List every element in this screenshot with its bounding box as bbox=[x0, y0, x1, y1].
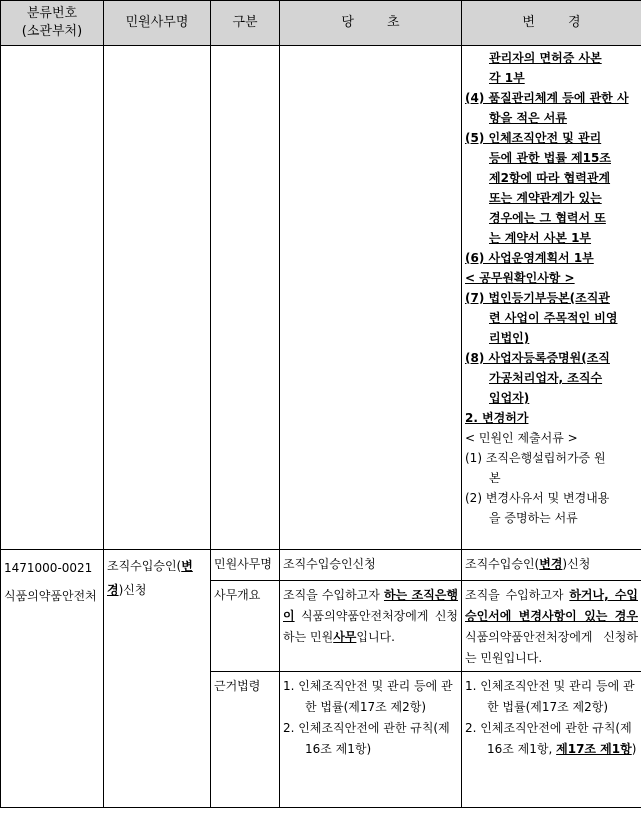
continuation-line: 관리자의 면허증 사본 bbox=[489, 51, 602, 65]
service-name-after: 조직수입승인(변경)신청 bbox=[462, 550, 641, 581]
label-law: 근거법령 bbox=[211, 672, 280, 808]
label-service-name: 민원사무명 bbox=[211, 550, 280, 581]
continuation-line: 가공처리업자, 조직수 bbox=[489, 371, 603, 385]
continuation-line: 본 bbox=[489, 471, 501, 485]
continuation-line: 련 사업이 주목적인 비영 bbox=[489, 311, 618, 325]
continuation-line: 제2항에 따라 협력관계 bbox=[489, 171, 611, 185]
continuation-line: < 공무원확인사항 > bbox=[465, 271, 575, 285]
continuation-line: 리법인) bbox=[489, 331, 530, 345]
entry-name-row bbox=[1, 550, 641, 581]
label-summary: 사무개요 bbox=[211, 581, 280, 672]
continuation-line: 입업자) bbox=[489, 391, 530, 405]
continuation-line: (1) 조직은행설립허가증 원 bbox=[465, 451, 606, 465]
continuation-line: < 민원인 제출서류 > bbox=[465, 431, 578, 445]
continuation-line: 또는 계약관계가 있는 bbox=[489, 191, 602, 205]
continuation-line: (2) 변경사유서 및 변경내용 bbox=[465, 491, 610, 505]
continuation-line: 등에 관한 법률 제15조 bbox=[489, 151, 611, 165]
continuation-line: 2. 변경허가 bbox=[465, 411, 529, 425]
entry-service-name-cell: 조직수입승인(변경)신청 bbox=[104, 550, 211, 808]
entry-ministry: 식품의약품안전처 bbox=[4, 589, 97, 603]
changed-word: 변경 bbox=[107, 559, 193, 597]
entry-code: 1471000-0021 bbox=[4, 561, 93, 575]
header-classification: 분류번호 (소관부처) bbox=[1, 1, 104, 46]
law-after: 1. 인체조직안전 및 관리 등에 관한 법률(제17조 제2항) 2. 인체조직안전에 관한 규칙(제16조 제1항, 제17조 제1항) bbox=[462, 672, 641, 808]
entry-code-cell bbox=[1, 550, 104, 808]
continuation-line: (4) 품질관리체계 등에 관한 사 bbox=[465, 91, 629, 105]
continuation-line: (8) 사업자등록증명원(조직 bbox=[465, 351, 610, 365]
continuation-line: 항을 적은 서류 bbox=[489, 111, 567, 125]
continuation-row bbox=[1, 46, 641, 550]
continuation-line: 는 계약서 사본 1부 bbox=[489, 231, 592, 245]
summary-after: 조직을 수입하고자 하거나, 수입승인서에 변경사항이 있는 경우 식품의약품안전처장에게 신청하는 민원입니다. bbox=[462, 581, 641, 672]
header-service-name: 민원사무명 bbox=[104, 1, 211, 46]
service-name-before: 조직수입승인신청 bbox=[280, 550, 462, 581]
continuation-text bbox=[462, 46, 641, 528]
law-before: 1. 인체조직안전 및 관리 등에 관한 법률(제17조 제2항) 2. 인체조직안전에 관한 규칙(제16조 제1항) bbox=[280, 672, 462, 808]
header-original: 당 초 bbox=[280, 1, 462, 46]
continuation-line: 각 1부 bbox=[489, 71, 525, 85]
continuation-line: 을 증명하는 서류 bbox=[489, 511, 578, 525]
continuation-line: 경우에는 그 협력서 또 bbox=[489, 211, 606, 225]
continuation-line: (6) 사업운영계획서 1부 bbox=[465, 251, 594, 265]
continuation-line: (5) 인체조직안전 및 관리 bbox=[465, 131, 602, 145]
header-changed: 변 경 bbox=[462, 1, 641, 46]
continuation-changed-cell bbox=[462, 46, 641, 550]
continuation-line: (7) 법인등기부등본(조직관 bbox=[465, 291, 610, 305]
header-row bbox=[1, 1, 641, 46]
header-category: 구분 bbox=[211, 1, 280, 46]
summary-before: 조직을 수입하고자 하는 조직은행이 식품의약품안전처장에게 신청하는 민원사무입니다. bbox=[280, 581, 462, 672]
